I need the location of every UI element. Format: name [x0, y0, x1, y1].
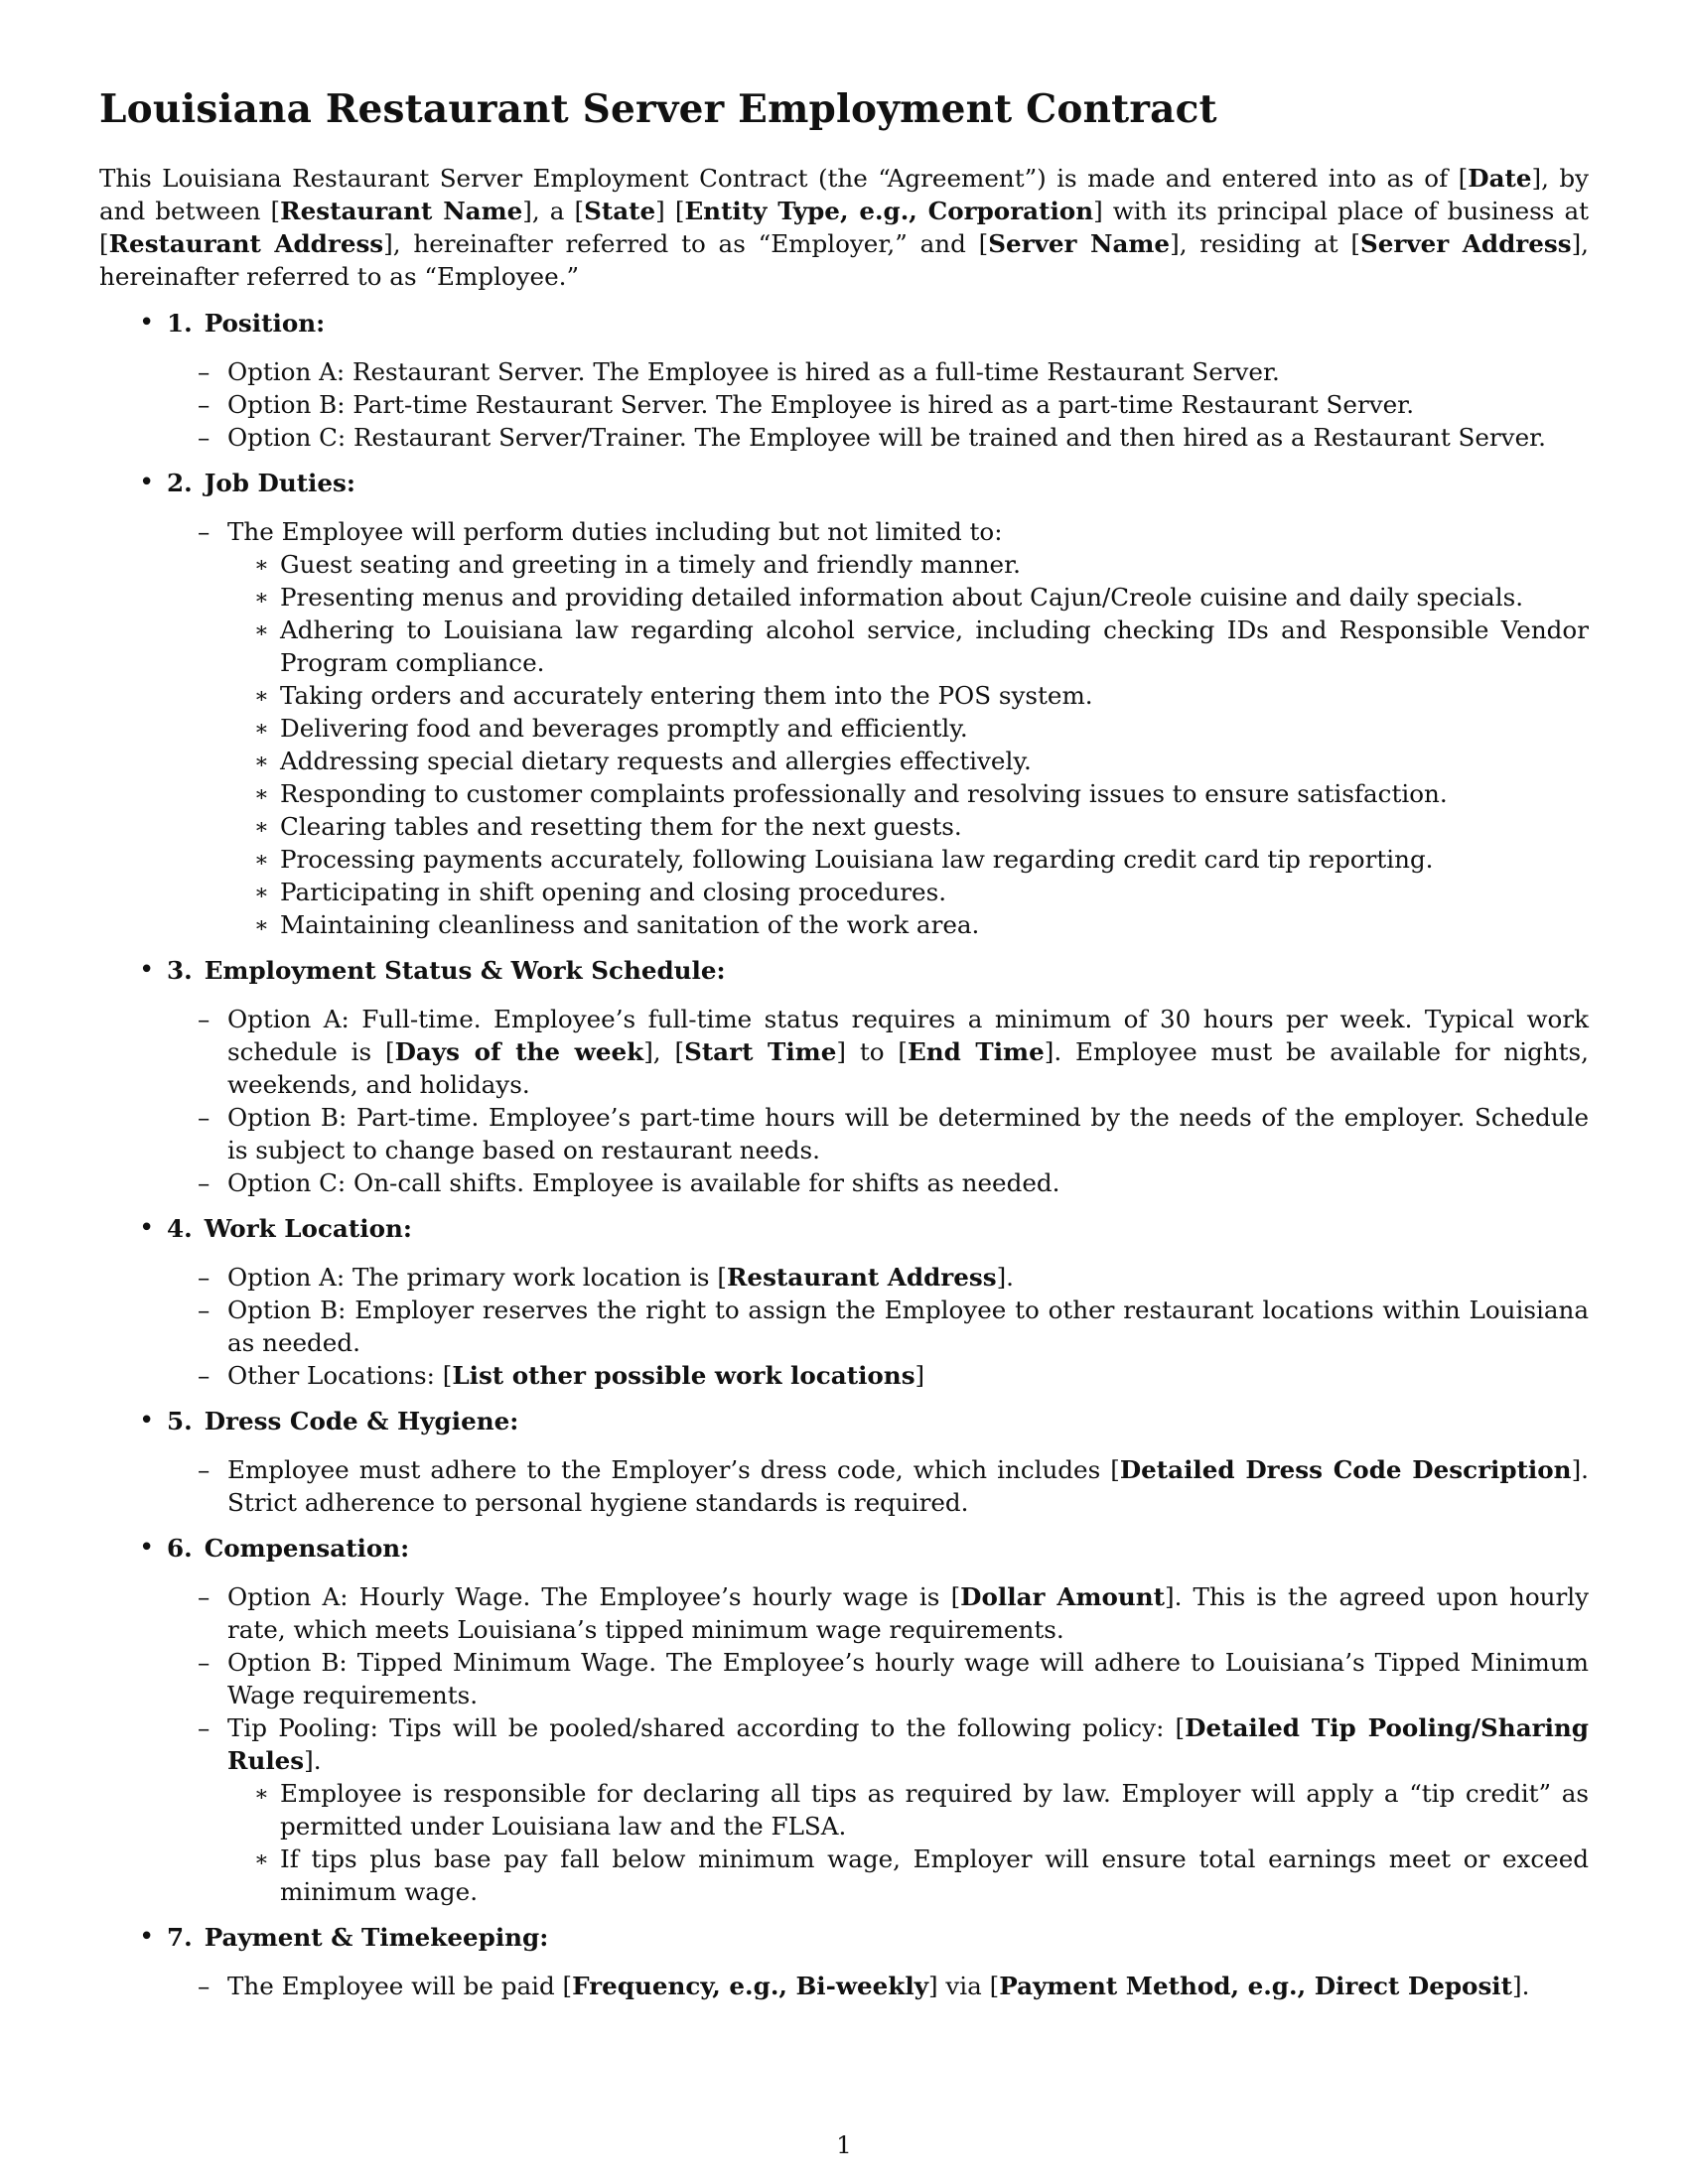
placeholder-field: Date	[1468, 163, 1532, 193]
placeholder-field: Payment Method, e.g., Direct Deposit	[999, 1971, 1512, 2000]
section-heading-text: Position:	[204, 308, 326, 338]
duty-item-text: Participating in shift opening and closing procedures.	[280, 877, 947, 906]
section-item	[167, 1711, 1589, 1908]
asterisk-bullet-icon: ∗	[254, 781, 269, 807]
section-item	[167, 1003, 1589, 1101]
bullet-icon: •	[139, 954, 155, 985]
asterisk-bullet-icon: ∗	[254, 912, 269, 938]
duty-item	[227, 1777, 1589, 1843]
placeholder-field: Detailed Dress Code Description	[1119, 1454, 1572, 1484]
section-list	[99, 307, 1589, 2002]
dash-bullet-icon: –	[198, 1102, 211, 1132]
section-heading-text: Work Location:	[204, 1213, 412, 1243]
section-item-text: Option A: The primary work location is [Restaurant Address].	[227, 1262, 1014, 1292]
contract-section	[99, 467, 1589, 941]
placeholder-field: Restaurant Address	[108, 228, 384, 258]
section-heading	[167, 1532, 1589, 1565]
bullet-icon: •	[139, 467, 155, 497]
duty-item	[227, 614, 1589, 679]
section-item-text: The Employee will be paid [Frequency, e.g., Bi-weekly] via [Payment Method, e.g., Direct Deposit].	[227, 1971, 1530, 2000]
bullet-icon: •	[139, 1405, 155, 1435]
section-item-text: Option B: Part-time Restaurant Server. The Employee is hired as a part-time Restaurant Server.	[227, 389, 1415, 419]
section-item	[167, 355, 1589, 388]
duty-item-text: Clearing tables and resetting them for the next guests.	[280, 811, 962, 841]
duty-item	[227, 679, 1589, 712]
placeholder-field: Frequency, e.g., Bi-weekly	[572, 1971, 928, 2000]
section-item-text: Tip Pooling: Tips will be pooled/shared according to the following policy: [Detailed Tip Pooling/Sharing Rules].	[227, 1712, 1590, 1775]
placeholder-field: Detailed Tip Pooling/Sharing Rules	[227, 1712, 1590, 1775]
placeholder-field: Days of the week	[394, 1036, 644, 1066]
section-heading	[167, 307, 1589, 340]
duty-item-text: Employee is responsible for declaring all tips as required by law. Employer will apply a “tip credit” as permitted under Louisiana law and the FLSA.	[280, 1778, 1589, 1841]
section-item-text: Other Locations: [List other possible work locations]	[227, 1360, 925, 1390]
bullet-icon: •	[139, 1921, 155, 1952]
section-item	[167, 1261, 1589, 1294]
placeholder-field: Restaurant Name	[280, 196, 523, 225]
asterisk-bullet-icon: ∗	[254, 749, 269, 774]
section-heading	[167, 954, 1589, 987]
duty-item-text: Adhering to Louisiana law regarding alcohol service, including checking IDs and Responsible Vendor Program compliance.	[280, 614, 1589, 677]
bullet-icon: •	[139, 1212, 155, 1243]
placeholder-field: State	[584, 196, 656, 225]
section-heading	[167, 1921, 1589, 1954]
section-item	[167, 1101, 1589, 1166]
section-number: 3.	[167, 955, 193, 985]
dash-bullet-icon: –	[198, 1295, 211, 1324]
section-item	[167, 1970, 1589, 2002]
section-item-text: Employee must adhere to the Employer’s dress code, which includes [Detailed Dress Code Description]. Strict adherence to personal hygiene standards is required.	[227, 1454, 1589, 1517]
contract-section	[99, 954, 1589, 1199]
dash-bullet-icon: –	[198, 389, 211, 419]
section-item	[167, 421, 1589, 454]
section-item	[167, 1646, 1589, 1711]
section-number: 1.	[167, 308, 193, 338]
dash-bullet-icon: –	[198, 1712, 211, 1742]
section-item-text: The Employee will perform duties including but not limited to:	[227, 516, 1003, 546]
asterisk-bullet-icon: ∗	[254, 552, 269, 578]
asterisk-bullet-icon: ∗	[254, 716, 269, 742]
asterisk-bullet-icon: ∗	[254, 1781, 269, 1807]
bullet-icon: •	[139, 307, 155, 338]
section-number: 7.	[167, 1922, 193, 1952]
duty-item-text: Responding to customer complaints professionally and resolving issues to ensure satisfaction.	[280, 778, 1448, 808]
section-item	[167, 1166, 1589, 1199]
bullet-icon: •	[139, 1532, 155, 1563]
asterisk-bullet-icon: ∗	[254, 1846, 269, 1872]
section-heading-text: Dress Code & Hygiene:	[204, 1406, 519, 1435]
dash-bullet-icon: –	[198, 422, 211, 452]
duty-item-text: Taking orders and accurately entering them into the POS system.	[280, 680, 1093, 710]
section-heading	[167, 1405, 1589, 1437]
section-item-text: Option B: Employer reserves the right to assign the Employee to other restaurant locations within Louisiana as needed.	[227, 1295, 1589, 1357]
section-item-text: Option B: Tipped Minimum Wage. The Employee’s hourly wage will adhere to Louisiana’s Tipped Minimum Wage requirements.	[227, 1647, 1589, 1709]
dash-bullet-icon: –	[198, 356, 211, 386]
section-number: 2.	[167, 468, 193, 497]
duty-item	[227, 810, 1589, 843]
placeholder-field: Dollar Amount	[960, 1581, 1165, 1611]
placeholder-field: List other possible work locations	[452, 1360, 915, 1390]
asterisk-bullet-icon: ∗	[254, 617, 269, 643]
duty-item-text: Delivering food and beverages promptly and efficiently.	[280, 713, 968, 743]
dash-bullet-icon: –	[198, 1454, 211, 1484]
section-item	[167, 1580, 1589, 1646]
placeholder-field: Entity Type, e.g., Corporation	[684, 196, 1094, 225]
duty-item	[227, 843, 1589, 876]
section-heading	[167, 467, 1589, 499]
section-item	[167, 515, 1589, 941]
asterisk-bullet-icon: ∗	[254, 847, 269, 873]
contract-section	[99, 1532, 1589, 1908]
section-heading	[167, 1212, 1589, 1245]
contract-section	[99, 307, 1589, 454]
section-item-text: Option A: Restaurant Server. The Employee is hired as a full-time Restaurant Server.	[227, 356, 1280, 386]
section-item-text: Option A: Hourly Wage. The Employee’s hourly wage is [Dollar Amount]. This is the agreed upon hourly rate, which meets Louisiana’s tipped minimum wage requirements.	[227, 1581, 1589, 1644]
page-title: Louisiana Restaurant Server Employment Contract	[99, 86, 1217, 132]
dash-bullet-icon: –	[198, 1971, 211, 2000]
duty-item	[227, 777, 1589, 810]
duty-item-text: Addressing special dietary requests and allergies effectively.	[280, 746, 1032, 775]
section-item	[167, 388, 1589, 421]
duty-item	[227, 548, 1589, 581]
section-heading-text: Compensation:	[204, 1533, 410, 1563]
duty-item	[227, 581, 1589, 614]
page-number: 1	[836, 2130, 852, 2159]
duty-item	[227, 876, 1589, 908]
contract-section	[99, 1212, 1589, 1392]
section-item-text: Option A: Full-time. Employee’s full-time status requires a minimum of 30 hours per week. Typical work schedule is [Days of the week], [Start Time] to [End Time]. Employee must be available for nights, weekends, and holidays.	[227, 1004, 1589, 1099]
dash-bullet-icon: –	[198, 516, 211, 546]
dash-bullet-icon: –	[198, 1262, 211, 1292]
section-heading-text: Job Duties:	[204, 468, 355, 497]
duty-item	[227, 745, 1589, 777]
contract-section	[99, 1405, 1589, 1519]
duty-item-text: Processing payments accurately, following Louisiana law regarding credit card tip reporting.	[280, 844, 1434, 874]
duty-item	[227, 712, 1589, 745]
placeholder-field: Restaurant Address	[726, 1262, 997, 1292]
section-item-text: Option B: Part-time. Employee’s part-time hours will be determined by the needs of the employer. Schedule is subject to change based on restaurant needs.	[227, 1102, 1589, 1164]
section-heading-text: Employment Status & Work Schedule:	[204, 955, 726, 985]
section-heading-text: Payment & Timekeeping:	[204, 1922, 549, 1952]
asterisk-bullet-icon: ∗	[254, 814, 269, 840]
section-item	[167, 1294, 1589, 1359]
duty-item	[227, 1843, 1589, 1908]
dash-bullet-icon: –	[198, 1360, 211, 1390]
section-item-text: Option C: Restaurant Server/Trainer. The Employee will be trained and then hired as a Restaurant Server.	[227, 422, 1547, 452]
duty-item-text: If tips plus base pay fall below minimum wage, Employer will ensure total earnings meet or exceed minimum wage.	[280, 1843, 1589, 1906]
section-number: 6.	[167, 1533, 193, 1563]
contract-section	[99, 1921, 1589, 2002]
dash-bullet-icon: –	[198, 1004, 211, 1033]
placeholder-field: End Time	[907, 1036, 1045, 1066]
placeholder-field: Server Name	[988, 228, 1171, 258]
section-item	[167, 1359, 1589, 1392]
section-item	[167, 1453, 1589, 1519]
asterisk-bullet-icon: ∗	[254, 683, 269, 709]
section-number: 5.	[167, 1406, 193, 1435]
section-item-text: Option C: On-call shifts. Employee is available for shifts as needed.	[227, 1167, 1060, 1197]
placeholder-field: Server Address	[1360, 228, 1572, 258]
asterisk-bullet-icon: ∗	[254, 880, 269, 905]
section-number: 4.	[167, 1213, 193, 1243]
placeholder-field: Start Time	[684, 1036, 837, 1066]
asterisk-bullet-icon: ∗	[254, 585, 269, 611]
duty-item-text: Maintaining cleanliness and sanitation of the work area.	[280, 909, 980, 939]
duty-item-text: Presenting menus and providing detailed information about Cajun/Creole cuisine and daily specials.	[280, 582, 1524, 612]
duty-item	[227, 908, 1589, 941]
dash-bullet-icon: –	[198, 1647, 211, 1677]
dash-bullet-icon: –	[198, 1167, 211, 1197]
intro-paragraph: This Louisiana Restaurant Server Employment Contract (the “Agreement”) is made and entered into as of [Date], by and between [Restaurant Name], a [State] [Entity Type, e.g., Corporation] with its principal place of business at [Restaurant Address], hereinafter referred to as “Employer,” and [Server Name], residing at [Server Address], hereinafter referred to as “Employee.”	[99, 163, 1590, 291]
dash-bullet-icon: –	[198, 1581, 211, 1611]
duty-item-text: Guest seating and greeting in a timely and friendly manner.	[280, 549, 1021, 579]
